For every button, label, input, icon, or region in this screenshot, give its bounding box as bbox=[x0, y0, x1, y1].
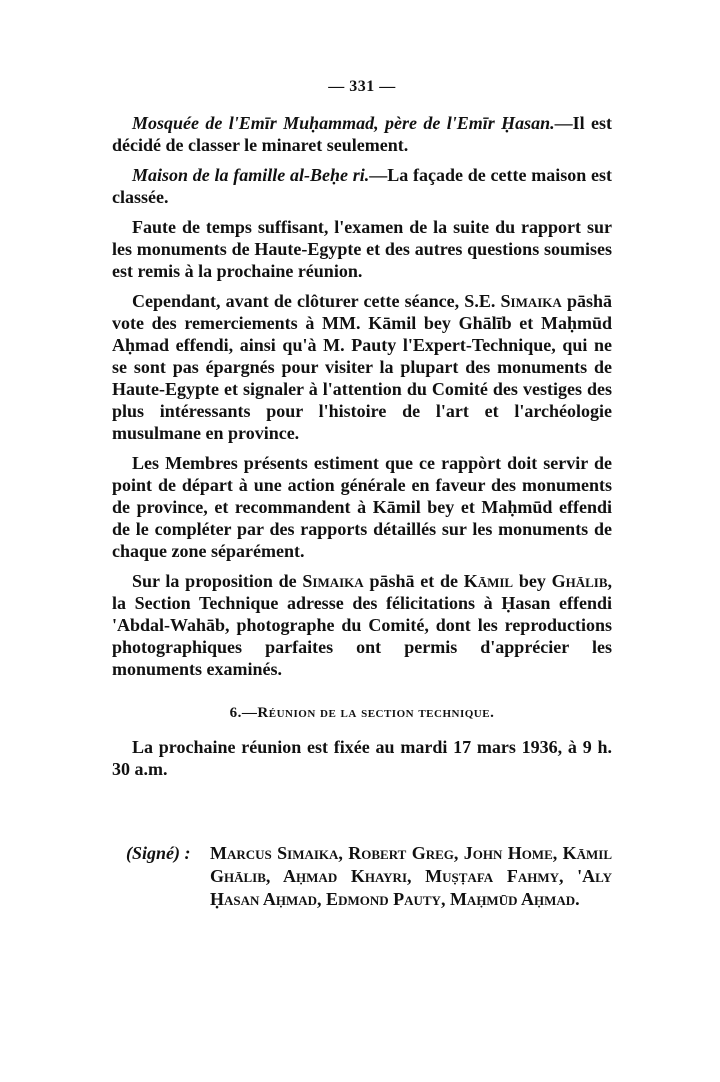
thanks-name-simaika: Simaika bbox=[500, 291, 562, 311]
proposition-name-simaika: Simaika bbox=[302, 571, 364, 591]
paragraph-thanks bbox=[112, 290, 612, 444]
thanks-text-a: Cependant, avant de clôturer cette séance, S.E. bbox=[132, 291, 501, 311]
signature-block bbox=[112, 842, 612, 911]
paragraph-mosque bbox=[112, 112, 612, 156]
house-text: —La façade de cette maison est classée. bbox=[112, 165, 612, 207]
section-heading: 6.—Réunion de la section technique. bbox=[229, 705, 495, 721]
signatory-list: Marcus Simaika, Robert Greg, John Home, Kāmil Ghālib, Aḥmad Khayri, Muṣṭafa Fahmy, 'Aly Ḥasan Aḥmad, Edmond Pauty, Maḥmūd Aḥmad. bbox=[210, 843, 612, 909]
proposition-text-a: Sur la proposition de bbox=[132, 571, 303, 591]
thanks-text-b: pāshā vote des remerciements à MM. Kāmil bey Ghālīb et Maḥmūd Aḥmad effendi, ainsi qu'à M. Pauty l'Expert-Technique, qui ne se sont pas épargnés pour visiter la plupart des monuments de Haute-Egypte et signaler à l'attention du Comité des vestiges des plus intéressants pour l'histoire de l'art et l'archéologie musulmane en province. bbox=[112, 291, 612, 443]
paragraph-members: Les Membres présents estiment que ce rappòrt doit servir de point de départ à une action générale en faveur des monuments de province, et recommandent à Kāmil bey et Maḥmūd effendi de le compléter par des rapports détaillés sur les monuments de chaque zone séparément. bbox=[112, 453, 612, 561]
proposition-name-ghalib: Ghālib bbox=[551, 571, 608, 591]
proposition-text-d: , la Section Technique adresse des félicitations à Ḥasan effendi 'Abdal-Wahāb, photographe du Comité, dont les reproductions photographiques parfaites ont permis d'apprécier les monuments examinés. bbox=[112, 571, 612, 679]
page-number: — 331 — bbox=[328, 78, 396, 95]
paragraph-report-postponed: Faute de temps suffisant, l'examen de la suite du rapport sur les monuments de Haute-Egypte et des autres questions soumises est remis à la prochaine réunion. bbox=[112, 217, 612, 281]
paragraph-proposition bbox=[112, 570, 612, 680]
proposition-name-kamil: Kāmil bbox=[463, 571, 514, 591]
mosque-text: —Il est décidé de classer le minaret seulement. bbox=[112, 113, 612, 155]
house-title: Maison de la famille al-Beḥe ri. bbox=[132, 165, 370, 185]
paragraph-house bbox=[112, 164, 612, 208]
proposition-text-c: bey bbox=[513, 571, 552, 591]
paragraph-next-meeting: La prochaine réunion est fixée au mardi 17 mars 1936, à 9 h. 30 a.m. bbox=[112, 737, 612, 779]
mosque-title: Mosquée de l'Emīr Muḥammad, père de l'Emīr Ḥasan. bbox=[132, 113, 555, 133]
signed-label: (Signé) : bbox=[126, 843, 191, 863]
document-page bbox=[112, 78, 612, 911]
proposition-text-b: pāshā et de bbox=[363, 571, 464, 591]
